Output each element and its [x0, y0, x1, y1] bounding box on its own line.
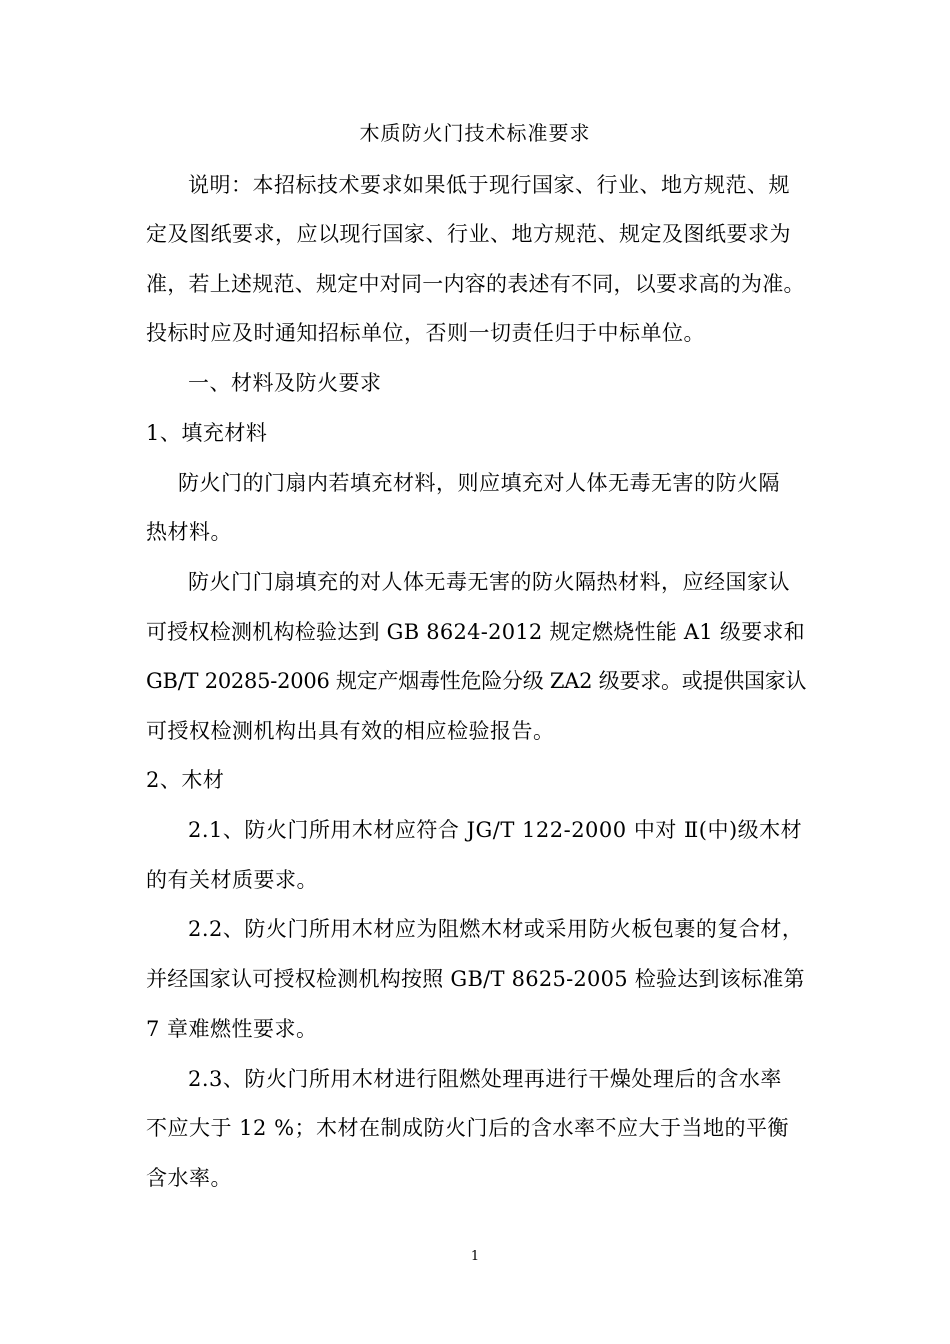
item1-p2-line-1: 防火门门扇填充的对人体无毒无害的防火隔热材料，应经国家认: [188, 570, 790, 594]
item1-p1-line-2: 热材料。: [146, 520, 232, 544]
item2-2-line-3: 7 章难燃性要求。: [146, 1017, 318, 1041]
page-number: 1: [470, 1249, 480, 1264]
item2-3-line-2: 不应大于 12 %；木材在制成防火门后的含水率不应大于当地的平衡: [146, 1116, 790, 1140]
item-heading-filling-material: 1、填充材料: [146, 421, 268, 445]
note-line-1: 说明：本招标技术要求如果低于现行国家、行业、地方规范、规: [188, 173, 790, 197]
note-line-4: 投标时应及时通知招标单位，否则一切责任归于中标单位。: [146, 321, 705, 345]
item2-1-line-1: 2.1、防火门所用木材应符合 JG/T 122-2000 中对 Ⅱ(中)级木材: [188, 818, 803, 842]
item1-p2-line-2: 可授权检测机构检验达到 GB 8624-2012 规定燃烧性能 A1 级要求和: [146, 620, 805, 644]
section-heading-materials: 一、材料及防火要求: [188, 371, 382, 395]
item1-p2-line-4: 可授权检测机构出具有效的相应检验报告。: [146, 719, 555, 743]
item2-3-line-3: 含水率。: [146, 1166, 232, 1190]
item2-1-line-2: 的有关材质要求。: [146, 868, 318, 892]
note-line-2: 定及图纸要求，应以现行国家、行业、地方规范、规定及图纸要求为: [146, 222, 791, 246]
item1-p2-line-3: GB/T 20285-2006 规定产烟毒性危险分级 ZA2 级要求。或提供国家认: [146, 669, 807, 693]
item-heading-wood: 2、木材: [146, 768, 225, 792]
item2-2-line-1: 2.2、防火门所用木材应为阻燃木材或采用防火板包裹的复合材，: [188, 917, 804, 941]
item2-2-line-2: 并经国家认可授权检测机构按照 GB/T 8625-2005 检验达到该标准第: [146, 967, 805, 991]
item2-3-line-1: 2.3、防火门所用木材进行阻燃处理再进行干燥处理后的含水率: [188, 1067, 782, 1091]
document-title: 木质防火门技术标准要求: [359, 121, 591, 145]
item1-p1-line-1: 防火门的门扇内若填充材料，则应填充对人体无毒无害的防火隔: [178, 471, 780, 495]
note-line-3: 准，若上述规范、规定中对同一内容的表述有不同，以要求高的为准。: [146, 272, 805, 296]
